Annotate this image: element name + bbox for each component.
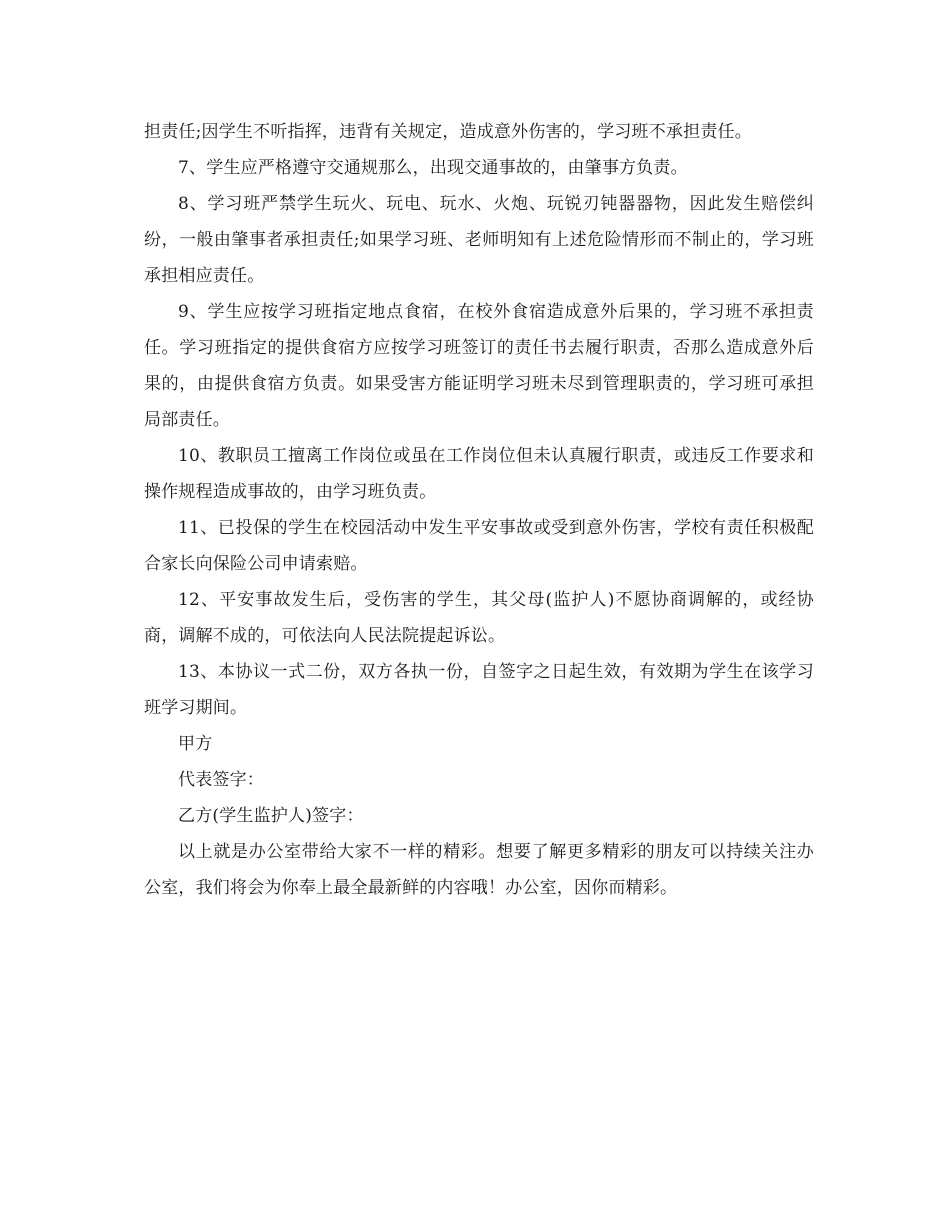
- closing-paragraph: 以上就是办公室带给大家不一样的精彩。想要了解更多精彩的朋友可以持续关注办公室，我们将会为你奉上最全最新鲜的内容哦！办公室，因你而精彩。: [144, 842, 814, 898]
- party-b-signature-label: 乙方(学生监护人)签字：: [178, 806, 364, 826]
- document-body: [144, 114, 814, 906]
- clause-10: 10、教职员工擅离工作岗位或虽在工作岗位但未认真履行职责，或违反工作要求和操作规程造成事故的，由学习班负责。: [144, 446, 814, 502]
- clause-13: 13、本协议一式二份，双方各执一份，自签字之日起生效，有效期为学生在该学习班学习期间。: [144, 662, 814, 718]
- clause-11: 11、已投保的学生在校园活动中发生平安事故或受到意外伤害，学校有责任积极配合家长向保险公司申请索赔。: [144, 518, 814, 574]
- clause-12: 12、平安事故发生后，受伤害的学生，其父母(监护人)不愿协商调解的，或经协商，调解不成的，可依法向人民法院提起诉讼。: [144, 590, 814, 646]
- paragraph-continuation: 担责任;因学生不听指挥，违背有关规定，造成意外伤害的，学习班不承担责任。: [144, 122, 752, 142]
- clause-8: 8、学习班严禁学生玩火、玩电、玩水、火炮、玩锐刃钝器器物，因此发生赔偿纠纷，一般由肇事者承担责任;如果学习班、老师明知有上述危险情形而不制止的，学习班承担相应责任。: [144, 194, 814, 286]
- party-a-label: 甲方: [178, 734, 213, 754]
- clause-7: 7、学生应严格遵守交通规那么，出现交通事故的，由肇事方负责。: [178, 158, 688, 178]
- representative-signature-label: 代表签字：: [178, 770, 264, 790]
- clause-9: 9、学生应按学习班指定地点食宿，在校外食宿造成意外后果的，学习班不承担责任。学习班指定的提供食宿方应按学习班签订的责任书去履行职责，否那么造成意外后果的，由提供食宿方负责。如果受害方能证明学习班未尽到管理职责的，学习班可承担局部责任。: [144, 302, 814, 430]
